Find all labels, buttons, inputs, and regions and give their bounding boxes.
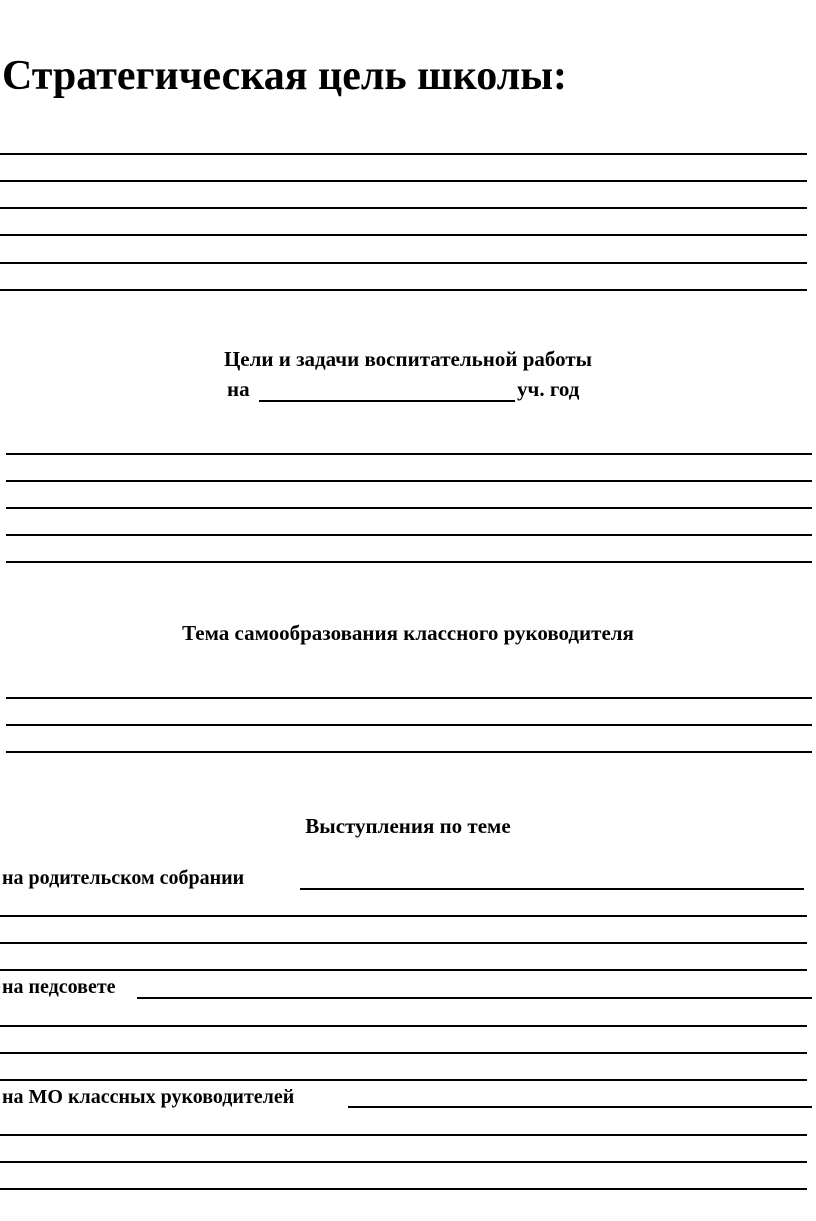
- strategic-goal-line[interactable]: [0, 289, 807, 291]
- school-year-blank[interactable]: [259, 400, 515, 402]
- pedagogical-council-line[interactable]: [0, 1079, 807, 1081]
- parent-meeting-line[interactable]: [300, 888, 804, 890]
- parent-meeting-line[interactable]: [0, 942, 807, 944]
- goals-line[interactable]: [6, 534, 812, 536]
- goals-line[interactable]: [6, 453, 812, 455]
- page-title: Стратегическая цель школы:: [2, 53, 568, 99]
- pedagogical-council-line[interactable]: [0, 1025, 807, 1027]
- pedagogical-council-line[interactable]: [0, 1052, 807, 1054]
- mo-teachers-line[interactable]: [0, 1161, 807, 1163]
- mo-teachers-line[interactable]: [0, 1134, 807, 1136]
- goals-line[interactable]: [6, 507, 812, 509]
- year-suffix: уч. год: [517, 377, 580, 401]
- strategic-goal-line[interactable]: [0, 234, 807, 236]
- pedagogical-council-label: на педсовете: [2, 976, 116, 998]
- goals-heading: Цели и задачи воспитательной работы: [223, 347, 593, 371]
- mo-teachers-line[interactable]: [0, 1188, 807, 1190]
- theme-line[interactable]: [6, 724, 812, 726]
- self-education-heading: Тема самообразования классного руководителя: [182, 621, 634, 645]
- theme-line[interactable]: [6, 751, 812, 753]
- theme-line[interactable]: [6, 697, 812, 699]
- parent-meeting-line[interactable]: [0, 969, 807, 971]
- goals-line[interactable]: [6, 561, 812, 563]
- strategic-goal-line[interactable]: [0, 262, 807, 264]
- presentations-heading: Выступления по теме: [305, 814, 511, 838]
- year-prefix: на: [227, 377, 250, 401]
- mo-teachers-label: на МО классных руководителей: [2, 1086, 295, 1108]
- strategic-goal-line[interactable]: [0, 153, 807, 155]
- parent-meeting-label: на родительском собрании: [2, 867, 245, 889]
- goals-line[interactable]: [6, 480, 812, 482]
- strategic-goal-line[interactable]: [0, 180, 807, 182]
- pedagogical-council-line[interactable]: [137, 997, 812, 999]
- strategic-goal-line[interactable]: [0, 207, 807, 209]
- mo-teachers-line[interactable]: [348, 1106, 812, 1108]
- parent-meeting-line[interactable]: [0, 915, 807, 917]
